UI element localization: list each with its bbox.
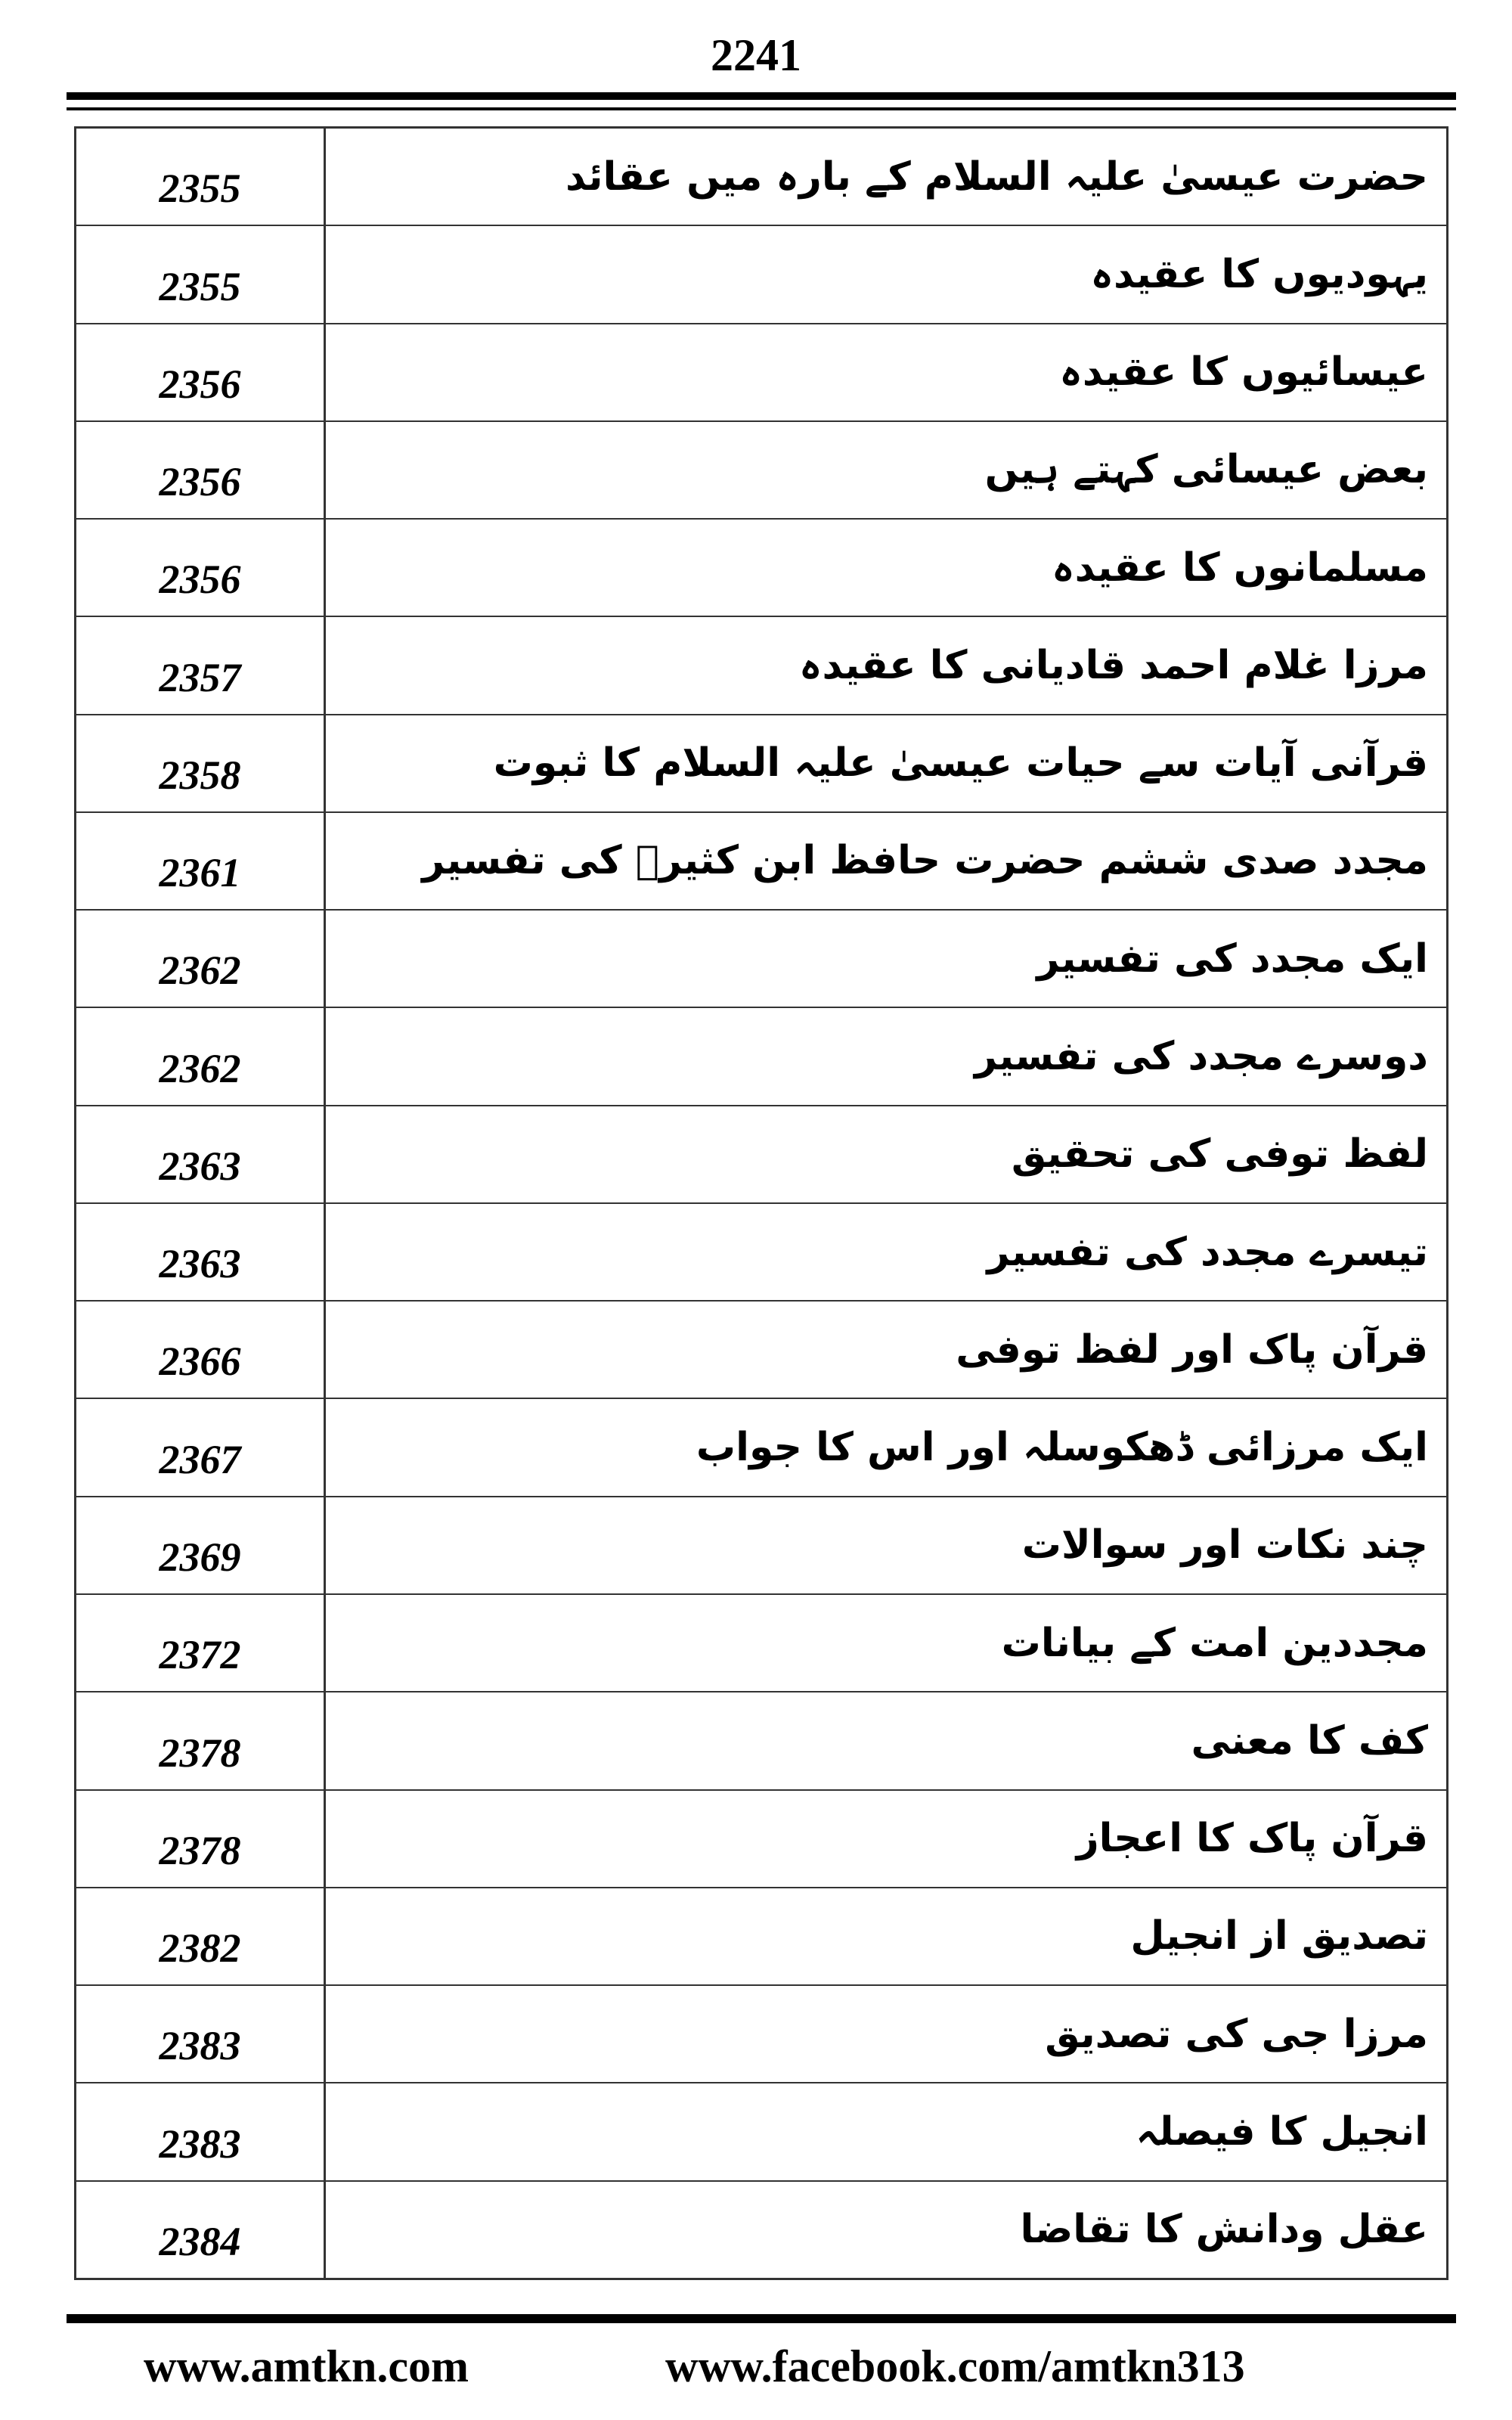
- toc-title: قرآن پاک اور لفظ توفی: [956, 1326, 1428, 1373]
- toc-page-number: 2362: [76, 1008, 326, 1104]
- toc-title: ایک مرزائی ڈھکوسلہ اور اس کا جواب: [696, 1425, 1428, 1471]
- toc-row: [76, 715, 1446, 813]
- toc-page-number: 2361: [76, 813, 326, 909]
- toc-page-number: 2362: [76, 911, 326, 1007]
- toc-row: [76, 1302, 1446, 1399]
- toc-page-number: 2382: [76, 1888, 326, 1984]
- toc-page-number: 2363: [76, 1204, 326, 1300]
- toc-page-number: 2356: [76, 520, 326, 616]
- toc-row: [76, 1888, 1446, 1986]
- toc-row: [76, 1204, 1446, 1302]
- toc-title: عیسائیوں کا عقیدہ: [1059, 349, 1428, 396]
- toc-title: یہودیوں کا عقیدہ: [1090, 251, 1428, 297]
- toc-page-number: 2363: [76, 1106, 326, 1202]
- toc-title: حضرت عیسیٰ علیہ السلام کے بارہ میں عقائد: [565, 154, 1428, 200]
- toc-title: مجددین امت کے بیانات: [1001, 1620, 1428, 1666]
- toc-page-number: 2378: [76, 1692, 326, 1789]
- toc-page-number: 2358: [76, 715, 326, 811]
- toc-row: [76, 911, 1446, 1008]
- toc-row: [76, 1008, 1446, 1106]
- toc-row: [76, 129, 1446, 226]
- bottom-thick-rule: [67, 2314, 1456, 2323]
- toc-title: مرزا غلام احمد قادیانی کا عقیدہ: [798, 642, 1428, 688]
- footer-website-link[interactable]: www.amtkn.com: [144, 2341, 469, 2391]
- toc-page-number: 2383: [76, 2083, 326, 2180]
- toc-title: بعض عیسائی کہتے ہیں: [984, 447, 1428, 493]
- toc-row: [76, 226, 1446, 324]
- toc-row: [76, 1106, 1446, 1204]
- toc-page-number: 2357: [76, 617, 326, 713]
- toc-page-number: 2378: [76, 1791, 326, 1887]
- toc-row: [76, 520, 1446, 617]
- toc-title: قرآنی آیات سے حیات عیسیٰ علیہ السلام کا ثبوت: [493, 740, 1428, 786]
- toc-row: [76, 324, 1446, 422]
- top-thin-rule: [67, 107, 1456, 110]
- toc-title: مرزا جی کی تصدیق: [1045, 2011, 1428, 2057]
- top-thick-rule: [67, 92, 1456, 100]
- toc-page-number: 2372: [76, 1595, 326, 1691]
- toc-row: [76, 1986, 1446, 2083]
- toc-page-number: 2356: [76, 324, 326, 420]
- toc-row: [76, 617, 1446, 715]
- toc-row: [76, 1497, 1446, 1595]
- toc-title: قرآن پاک کا اعجاز: [1076, 1816, 1428, 1862]
- toc-title: تصدیق از انجیل: [1130, 1913, 1428, 1959]
- toc-row: [76, 1399, 1446, 1497]
- toc-row: [76, 1692, 1446, 1790]
- table-of-contents: [74, 126, 1448, 2280]
- toc-page-number: 2383: [76, 1986, 326, 2082]
- toc-page-number: 2369: [76, 1497, 326, 1593]
- toc-row: [76, 1595, 1446, 1692]
- toc-row: [76, 2083, 1446, 2181]
- page-footer: [0, 2332, 1512, 2400]
- toc-row: [76, 422, 1446, 520]
- toc-row: [76, 2182, 1446, 2278]
- toc-page-number: 2384: [76, 2182, 326, 2278]
- toc-title: عقل ودانش کا تقاضا: [1020, 2207, 1428, 2253]
- toc-row: [76, 1791, 1446, 1888]
- toc-title: تیسرے مجدد کی تفسیر: [987, 1229, 1428, 1275]
- toc-title: چند نکات اور سوالات: [1021, 1522, 1428, 1568]
- toc-title: مسلمانوں کا عقیدہ: [1052, 544, 1428, 591]
- toc-title: انجیل کا فیصلہ: [1136, 2108, 1428, 2155]
- toc-title: ایک مجدد کی تفسیر: [1036, 935, 1428, 982]
- page-number: 2241: [711, 30, 801, 80]
- toc-title: لفظ توفی کی تحقیق: [1011, 1131, 1428, 1177]
- footer-facebook-link[interactable]: www.facebook.com/amtkn313: [665, 2341, 1245, 2391]
- toc-page-number: 2355: [76, 226, 326, 322]
- toc-title: کف کا معنی: [1191, 1717, 1428, 1764]
- toc-row: [76, 813, 1446, 911]
- toc-page-number: 2367: [76, 1399, 326, 1495]
- toc-title: دوسرے مجدد کی تفسیر: [974, 1034, 1428, 1080]
- toc-page-number: 2356: [76, 422, 326, 518]
- toc-title: مجدد صدی ششم حضرت حافظ ابن کثیرؒ کی تفسیر: [422, 838, 1428, 884]
- toc-page-number: 2355: [76, 129, 326, 225]
- toc-page-number: 2366: [76, 1302, 326, 1398]
